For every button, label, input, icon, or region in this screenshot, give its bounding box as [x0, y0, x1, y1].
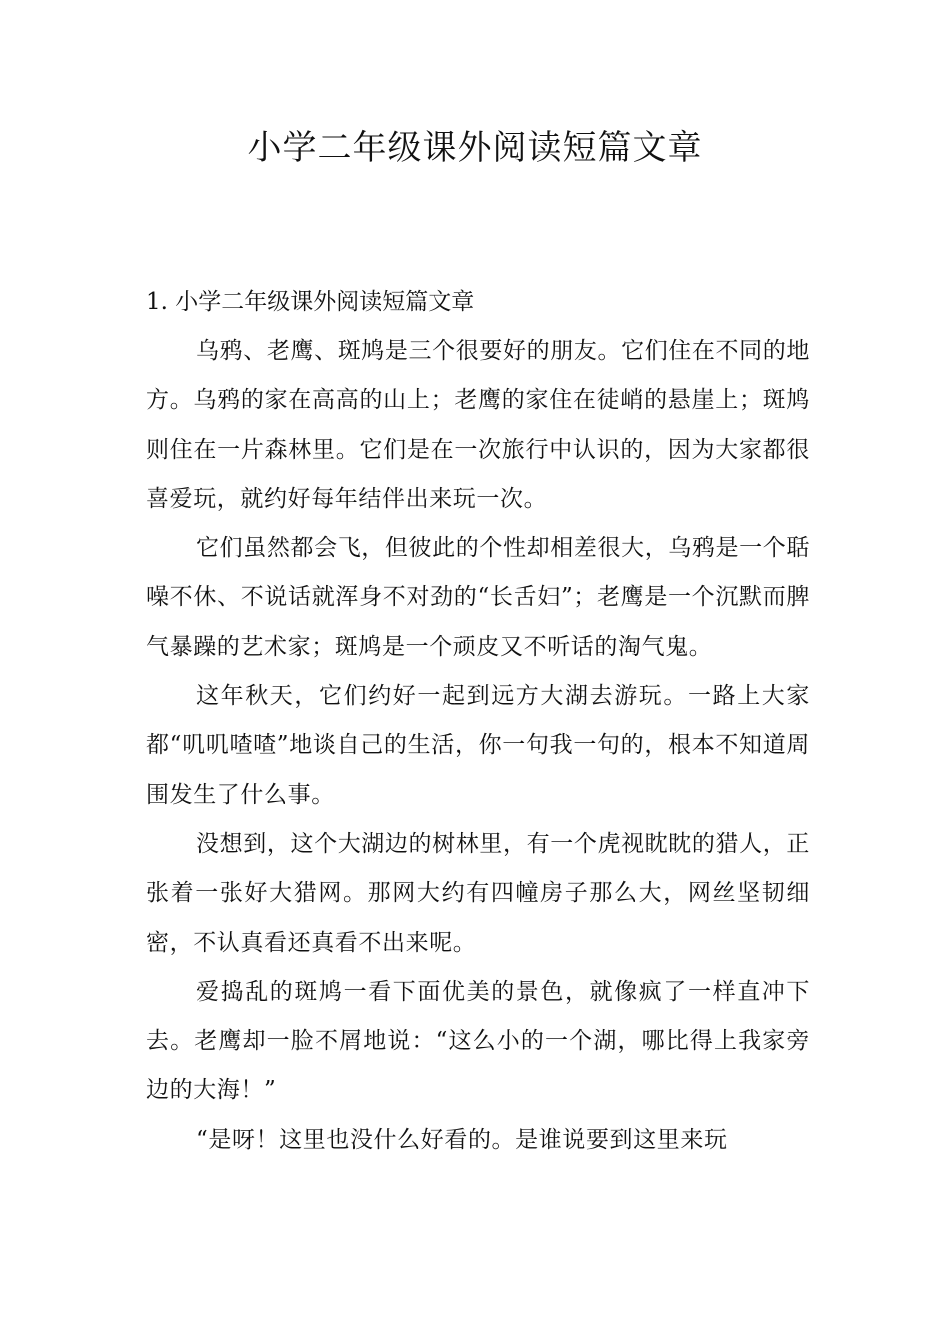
document-title: 小学二年级课外阅读短篇文章 [247, 128, 703, 168]
paragraph-3: 这年秋天，它们约好一起到远方大湖去游玩。一路上大家都“叽叽喳喳”地谈自己的生活，你一句我一句的，根本不知道周围发生了什么事。 [146, 683, 810, 808]
paragraph-6: “是呀！这里也没什么好看的。是谁说要到这里来玩 [196, 1126, 728, 1153]
section-heading: 1. 小学二年级课外阅读短篇文章 [146, 289, 475, 315]
paragraph-5: 爱捣乱的斑鸠一看下面优美的景色，就像疯了一样直冲下去。老鹰却一脸不屑地说：“这么小的一个湖，哪比得上我家旁边的大海！” [146, 978, 810, 1104]
paragraph-2: 它们虽然都会飞，但彼此的个性却相差很大，乌鸦是一个聒噪不休、不说话就浑身不对劲的“长舌妇”；老鹰是一个沉默而脾气暴躁的艺术家；斑鸠是一个顽皮又不听话的淘气鬼。 [146, 535, 810, 660]
paragraph-1: 乌鸦、老鹰、斑鸠是三个很要好的朋友。它们住在不同的地方。乌鸦的家在高高的山上；老鹰的家住在徒峭的悬崖上；斑鸠则住在一片森林里。它们是在一次旅行中认识的，因为大家都很喜爱玩，就约好每年结伴出来玩一次。 [146, 338, 810, 512]
document-body [146, 278, 810, 1165]
paragraph-4: 没想到，这个大湖边的树林里，有一个虎视眈眈的猎人，正张着一张好大猎网。那网大约有四幢房子那么大，网丝坚韧细密，不认真看还真看不出来呢。 [146, 830, 810, 956]
